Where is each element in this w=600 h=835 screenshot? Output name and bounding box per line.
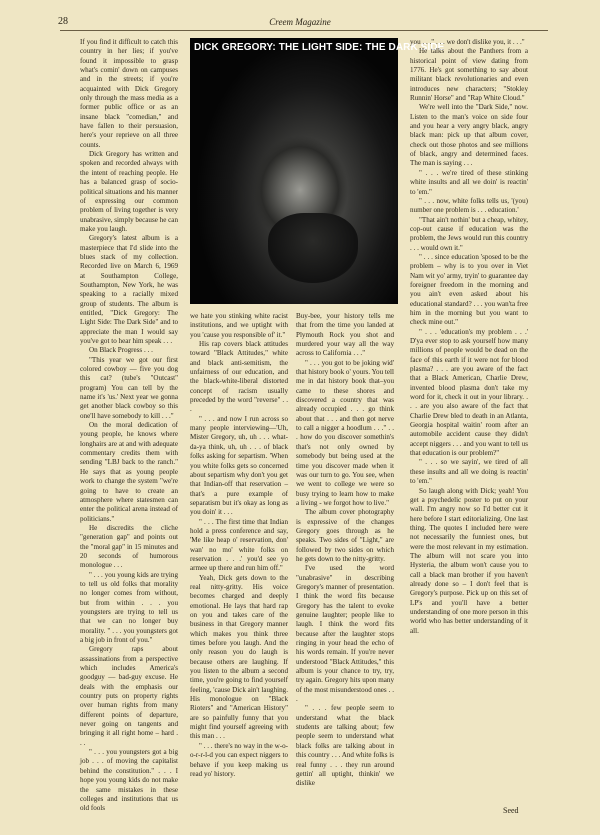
paragraph: Gregory raps about assassinations from a perspective which includes America's goodguy — bad-guy excuse. He deals with the emphasis our country puts on property rights over human rights from many different points of departure, never going on tangents and bringing it all right home – hard . . .	[80, 645, 178, 747]
paragraph: Yeah, Dick gets down to the real nitty-gritty. His voice becomes charged and deeply emotional. He lays that hard rap on you and takes care of the business in that Gregory manner which makes you think three times before you laugh. And the only reason you do laugh is because others are laughing. If you listen to the album a second time, you're going to find yourself feeling, 'cause Dick ain't laughing. His monologue on "Black Rioters" and "American History" are so painfully funny that you might find yourself agreeing with this man . . .	[190, 573, 288, 741]
paragraph: " . . . 'education's my problem . . .' D'ya ever stop to ask yourself how many millions of people would be dead on the face of this earth if it were not for blood plasma? . . . are you aware of the fact that a Black American, Charlie Drew, invented blood plasma don't take my word for it, check it out in your library. . . . are you also aware of the fact that Charlie Drew bled to death in an Atlanta, Georgia hospital waitin' room after an automobile accident cause they didn't accept niggers . . . and you want to tell us that education is our problem?"	[410, 327, 528, 458]
paragraph: " . . . there's no way in the w-o-o-r-r-l-d you can expect niggers to behave if you keep making us read yo' history.	[190, 741, 288, 778]
paragraph: " . . . so we sayin', we tired of all these insults and all we doing is reactin' to 'em."	[410, 458, 528, 486]
paragraph: He discredits the cliche "generation gap" and points out the "moral gap" in 15 minutes and 20 seconds of humorous monologue . . .	[80, 523, 178, 570]
article-column-4	[410, 38, 528, 636]
paragraph: I've used the word "unabrasive" in describing Gregory's manner of presentation. I think the word fits because Gregory has the talent to evoke genuine laughter; people like to laugh. I think the word fits because after the laughter stops ringing in your head the echo of his words remain. If you're never understood "Black Attitudes," this album is your chance to try, try, try again. Gregory hits upon many of the most misunderstood ones . . .	[296, 564, 394, 704]
paragraph: Dick Gregory has written and spoken and recorded always with the intent of reaching people. He has a balanced grasp of socio-political situations and his manner of expressing our common problem of living together is very unabrasive, simply because he can make you laugh.	[80, 150, 178, 233]
article-column-2	[190, 312, 288, 779]
paragraph: we hate you stinking white racist institutions, and we uptight with you 'cause you responsible of' it."	[190, 312, 288, 339]
article-column-3	[296, 312, 394, 789]
paragraph: If you find it difficult to catch this country in her lies; if you've found it impossible to grasp what's comin' down on campuses and in the streets; if you're acquainted with Dick Gregory only through the mass media as a former public office or as an insane black "comedian," and have fallen to their persuasion, here's your reprieve on all three counts.	[80, 38, 178, 149]
album-photo	[190, 38, 445, 304]
paragraph: " . . . and now I run across so many people interviewing—'Uh, Mister Gregory, uh, uh . . . what-da-ya think, uh, uh . . . of black folks asking for separtism. 'When you white folks gets so concerned about separtism why don't you get that Indian-off that reservation – that's a pure example of separatism but it's okay as long as you doin' it . . .	[190, 414, 288, 517]
paragraph: We're well into the "Dark Side," now. Listen to the man's voice on side four and you hear a very angry black, angry black man: pick up that album cover, check out those photos and see millions of black, angry and determined faces. The man is saying . . .	[410, 103, 528, 168]
paragraph: Buy-bee, your history tells me that from the time you landed at Plymouth Rock you shot and murdered your way all the way across to California . . ."	[296, 312, 394, 358]
paragraph: The album cover photography is expressive of the changes Gregory goes through as he speaks. Two sides of "Light," are followed by two sides on which he gets down to the nitty-gritty.	[296, 508, 394, 563]
paragraph: " . . . since education 'sposed to be the problem – why is to you over in Viet Nam wit yo' army, tryin' to guarantee day foreigner freedom in the morning and you ain't even asked about his educational standard? . . . you wan'ta free him in the morning but you want to check mine out."	[410, 252, 528, 327]
paragraph: " . . . The first time that Indian hold a press conference and say, 'Me like heap o' reservation, don' wan' no mo' white folks on reservation . . .' you'd see yo armee up there and run him off."	[190, 517, 288, 573]
paragraph: " . . . we're tired of these stinking white insults and all we doin' is reactin' to 'em."	[410, 168, 528, 196]
paragraph: Gregory's latest album is a masterpiece that I'd slide into the blues stack of my collection. Recorded live on March 6, 1969 at Southampton College, Southampton, New York, he was speaking to a racially mixed group of students. The album is entitled, "Dick Gregory: The Light Side: The Dark Side" and to appreciate the man I would say you've got to hear him speak . . .	[80, 234, 178, 345]
paragraph: " . . . you youngsters got a big job . . . of moving the capitalist behind the constitution." . . . I hope you young kids do not make the same mistakes in these colleges and institutions that us old fools	[80, 748, 178, 813]
paragraph: "That ain't nothin' but a cheap, whitey, cop-out cause if education was the problem, the Jews would run this country . . . would own it."	[410, 215, 529, 252]
paragraph: He talks about the Panthers from a historical point of view dating from 1776. He's got something to say about militant black revolutionaries and even introduces new characters; "Stokley Runnin' Horse" and "Rap White Cloud."	[410, 47, 528, 103]
running-head: Creem Magazine	[269, 17, 331, 27]
page-number: 28	[58, 16, 68, 27]
paragraph: His rap covers black attitudes toward "Black Attitudes," white and black anti-semitism, the unfairness of our education, and the black-white-liberal distorted concept of racism usually preceded by the word "reverse" . . .	[190, 340, 288, 414]
portrait-beard	[268, 213, 358, 283]
paragraph: " . . . now, white folks tells us, '(you) number one problem is . . . education.'	[410, 196, 528, 215]
paragraph: On the moral dedication of young people, he knows where longhairs are at and with adequate commentary credits them with sending "LBJ back to the ranch." He says that as young people work to change the system "we're going to have to create an atmosphere where statesmen can enter the political arena instead of politicians."	[80, 421, 178, 523]
paragraph: On Black Progress . . .	[89, 346, 153, 355]
article-title: DICK GREGORY: THE LIGHT SIDE: THE DARK SIDE	[194, 42, 445, 53]
paragraph: So laugh along with Dick; yeah! You get a psychedelic poster to put on your wall. I'm angry now so I'd better cut it here before I start editorializing. One last thing. The quotes I included here were not necessarily the funniest ones, but were the most relevant in my estimation. The album will not scare you into Hysteria, the album won't cause you to call a black man brother if you haven't already done so – I don't feel that is Gregory's purpose. Pick up on this set of LP's and you'll have a better understanding of one more person in this world who has better understanding of it all.	[410, 486, 528, 635]
paragraph: you . . ." . . . we don't dislike you, it . . ."	[410, 38, 525, 46]
paragraph: " . . . few people seem to understand what the black students are talking about; few people seem to understand what black folks are talking about in this country . . . And white folks is real funny . . . they run around gettin' all uptight, thinkin' we dislike	[296, 704, 394, 788]
paragraph: "This year we got our first colored cowboy — five you dog this cat? (tube's "Outcast" program) You can tell by the name it's 'us.' Next year we gonna get another black cowboy so this one'll have somebody to kill . . ."	[80, 355, 178, 420]
author-signature: Seed	[503, 806, 519, 815]
paragraph: " . . . you got to be joking wid' that history book o' yours. You tell me in dat history book that–you came to these shores and discovered a country that was already occupied . . . go think about that . . . and then got nerve to call a nigger a hoodlum . . ." . . . how do you discover somethin's that's not only owned by somebody but being used at the time you discover made when it was our turn to go. You see, when we went to college we were so busy trying to learn how to make a living - we forgot how to live."	[296, 358, 394, 507]
article-column-1	[80, 38, 178, 814]
paragraph: " . . . you young kids are trying to tell us old folks that morality no longer comes from without, but from within . . . you youngsters are trying to tell us that we can no longer buy morality. " . . . you youngsters got a big job in front of you."	[80, 570, 178, 644]
header-rule	[60, 30, 548, 31]
